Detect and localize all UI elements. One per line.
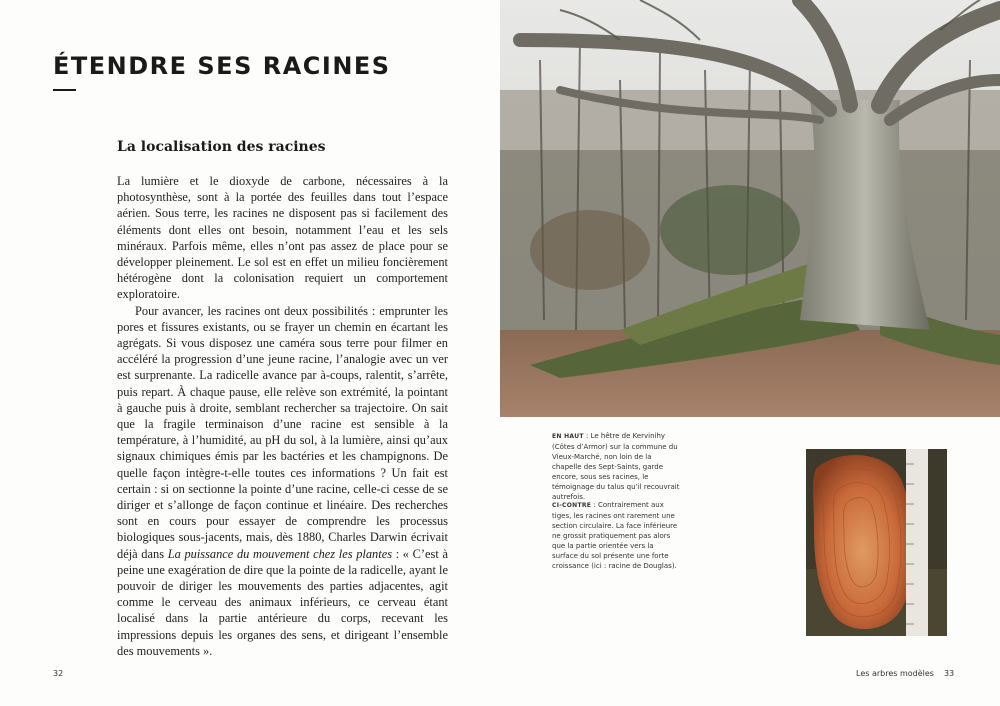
paragraph-2 (117, 303, 448, 659)
page-number-right: 33 (943, 669, 955, 678)
paragraph-1: La lumière et le dioxyde de carbone, nécessaires à la photosynthèse, sont à la portée des feuilles dans tout l’espace aérien. Sous terre, les racines ne disposent pas si facilement des éléments dont elles ont besoin, notamment l’eau et les sels minéraux. Parfois même, elles n’ont pas assez de place pour se développer pleinement. Le sol est en effet un milieu foncièrement hétérogène dont la colonisation requiert un comportement exploratoire. (117, 174, 448, 302)
title-underline-rule (53, 89, 76, 91)
body-text (117, 173, 448, 659)
paragraph-2-part-2: : « C’est à peine une exagération de dire que la pointe de la radicelle, ayant le pouvoir de diriger les mouvements des parties adjacentes, agit comme le cerveau des animaux inférieurs, ce cerveau étant localisé dans la partie antérieure du corps, recevant les impressions depuis les organes des sens, et dirigeant l’ensemble des mouvements ». (117, 546, 448, 658)
paragraph-2-part-1: Pour avancer, les racines ont deux possibilités : emprunter les pores et fissures existants, ou se frayer un chemin en écartant les agrégats. Si vous disposez une caméra sous terre pour filmer en accéléré la progression d’une jeune racine, l’analogie avec un ver est surprenante. La radicelle avance par à-coups, ralentit, s’arrête, puis repart. À chaque pause, elle relève son extrémité, la pointant à gauche puis à droite, semblant rechercher sa trajectoire. On sait que la fragile terminaison d’une racine est sensible à la température, à l’humidité, au pH du sol, à la lumière, ainsi qu’aux signaux chimiques émis par les bactéries et les champignons. De quelle façon intègre-t-elle toutes ces informations ? Un fait est certain : si on sectionne la pointe d’une racine, celle-ci cesse de se diriger et s’allonge de façon continue et linéaire. Des recherches sont en cours pour essayer de comprendre les processus biologiques sous-jacents, mais, dès 1880, Charles Darwin écrivait déjà dans (117, 303, 448, 561)
book-title-italic: La puissance du mouvement chez les plantes (167, 546, 393, 561)
section-heading: La localisation des racines (117, 139, 326, 155)
root-section-photo (806, 449, 947, 636)
page-number-left: 32 (53, 669, 64, 678)
caption-bottom-text: : Contrairement aux tiges, les racines ont rarement une section circulaire. La face inférieure ne grossit pratiquement pas alors que la partie orientée vers la surface du sol présente une forte croissance (ici : racine de Douglas). (552, 501, 678, 570)
beech-tree-photo (500, 0, 1000, 417)
caption-bottom (552, 500, 680, 571)
running-footer-title: Les arbres modèles (856, 669, 934, 678)
caption-top-lead: EN HAUT (552, 433, 584, 440)
running-footer (856, 669, 954, 678)
caption-bottom-lead: CI-CONTRE (552, 502, 592, 509)
caption-top (552, 431, 680, 502)
caption-top-text: : Le hêtre de Kervinihy (Côtes d’Armor) sur la commune du Vieux-Marché, non loin de la chapelle des Sept-Saints, garde encore, sous ses racines, le témoignage du talus qu’il recouvrait autrefois. (552, 432, 680, 501)
chapter-title: ÉTENDRE SES RACINES (53, 52, 391, 80)
